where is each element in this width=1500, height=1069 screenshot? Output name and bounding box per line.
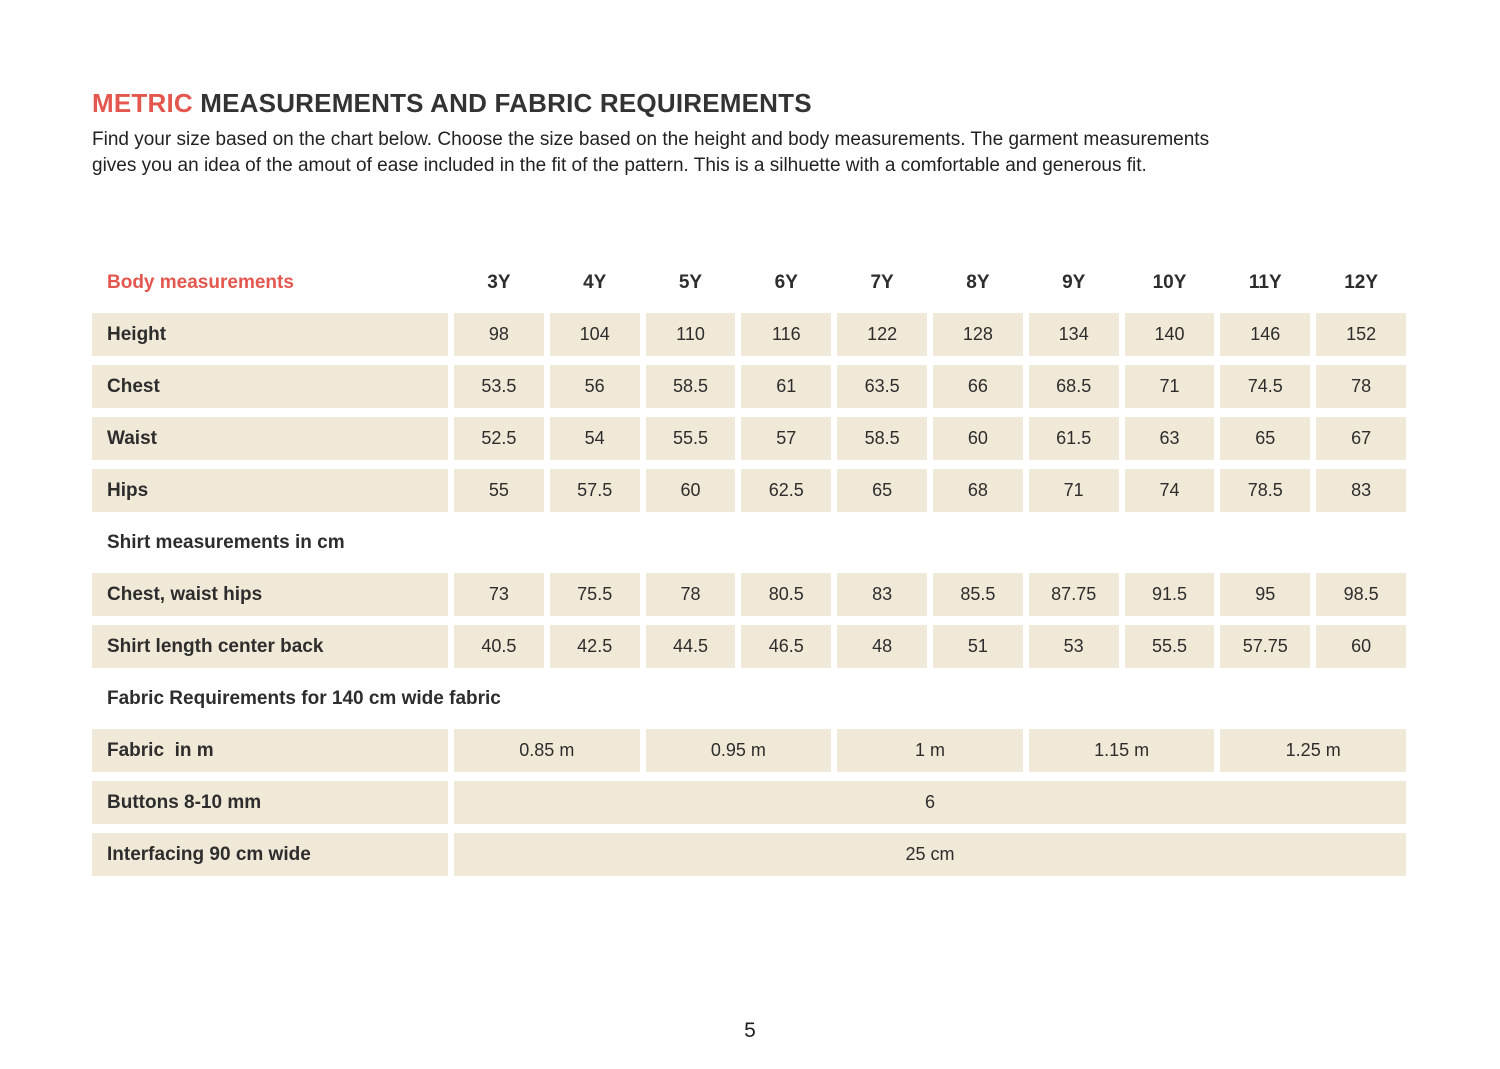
value-cell: 116 <box>741 313 831 356</box>
measurement-table <box>92 261 1406 876</box>
value-cell: 65 <box>837 469 927 512</box>
value-cell: 52.5 <box>454 417 544 460</box>
value-cell: 68 <box>933 469 1023 512</box>
size-column-header: 10Y <box>1152 271 1187 293</box>
value-cell: 83 <box>1316 469 1406 512</box>
value-cell: 146 <box>1220 313 1310 356</box>
value-cell: 98.5 <box>1316 573 1406 616</box>
value-cell: 55.5 <box>1125 625 1215 668</box>
value-cell: 74.5 <box>1220 365 1310 408</box>
value-cell: 63.5 <box>837 365 927 408</box>
value-cell: 128 <box>933 313 1023 356</box>
size-column-header: 5Y <box>678 271 703 293</box>
intro-paragraph <box>92 127 1406 179</box>
row-label: Fabric in m <box>92 729 448 772</box>
value-cell: 152 <box>1316 313 1406 356</box>
size-column-header: 7Y <box>870 271 894 293</box>
value-cell: 61 <box>741 365 831 408</box>
section-header-shirt-measurements: Shirt measurements in cm <box>107 531 345 553</box>
size-column-header: 11Y <box>1248 271 1282 293</box>
value-cell: 68.5 <box>1029 365 1119 408</box>
value-cell: 58.5 <box>646 365 736 408</box>
value-cell: 110 <box>646 313 736 356</box>
value-cell: 53 <box>1029 625 1119 668</box>
value-cell: 58.5 <box>837 417 927 460</box>
value-cell: 60 <box>646 469 736 512</box>
value-cell: 140 <box>1125 313 1215 356</box>
value-cell: 73 <box>454 573 544 616</box>
value-cell: 61.5 <box>1029 417 1119 460</box>
row-label: Buttons 8-10 mm <box>92 781 448 824</box>
value-cell: 51 <box>933 625 1023 668</box>
size-column-header: 8Y <box>966 271 990 293</box>
table-header-body-measurements: Body measurements <box>107 271 294 293</box>
size-column-header: 12Y <box>1344 271 1378 293</box>
value-cell: 95 <box>1220 573 1310 616</box>
row-label: Chest, waist hips <box>92 573 448 616</box>
size-column-header: 4Y <box>583 271 607 293</box>
value-cell: 134 <box>1029 313 1119 356</box>
value-cell: 53.5 <box>454 365 544 408</box>
row-label: Height <box>92 313 448 356</box>
value-cell: 46.5 <box>741 625 831 668</box>
value-cell: 66 <box>933 365 1023 408</box>
value-cell: 62.5 <box>741 469 831 512</box>
size-column-header: 9Y <box>1062 271 1086 293</box>
value-cell: 87.75 <box>1029 573 1119 616</box>
value-cell: 65 <box>1220 417 1310 460</box>
size-column-header: 3Y <box>487 271 511 293</box>
value-cell: 78 <box>1316 365 1406 408</box>
value-cell: 44.5 <box>646 625 736 668</box>
value-cell: 83 <box>837 573 927 616</box>
fabric-value-cell: 1.15 m <box>1029 729 1215 772</box>
row-label: Waist <box>92 417 448 460</box>
value-cell: 91.5 <box>1125 573 1215 616</box>
fabric-value-cell: 1 m <box>837 729 1023 772</box>
page-title-highlight: METRIC <box>92 88 193 118</box>
value-cell: 71 <box>1029 469 1119 512</box>
value-cell: 85.5 <box>933 573 1023 616</box>
value-cell: 55 <box>454 469 544 512</box>
value-cell: 57 <box>741 417 831 460</box>
buttons-value-cell: 6 <box>454 781 1406 824</box>
intro-line-2: gives you an idea of the amout of ease included in the fit of the pattern. This is a silhuette with a comfortable and generous fit. <box>92 155 1147 176</box>
value-cell: 63 <box>1125 417 1215 460</box>
page-number: 5 <box>744 1019 756 1042</box>
intro-line-1: Find your size based on the chart below. Choose the size based on the height and body measurements. The garment measurements <box>92 129 1210 150</box>
section-header-fabric-requirements: Fabric Requirements for 140 cm wide fabric <box>107 687 501 709</box>
value-cell: 60 <box>933 417 1023 460</box>
value-cell: 54 <box>550 417 640 460</box>
size-column-header: 6Y <box>774 271 798 293</box>
value-cell: 74 <box>1125 469 1215 512</box>
value-cell: 78 <box>646 573 736 616</box>
value-cell: 75.5 <box>550 573 640 616</box>
value-cell: 122 <box>837 313 927 356</box>
row-label: Shirt length center back <box>92 625 448 668</box>
value-cell: 67 <box>1316 417 1406 460</box>
value-cell: 78.5 <box>1220 469 1310 512</box>
value-cell: 57.75 <box>1220 625 1310 668</box>
row-label: Hips <box>92 469 448 512</box>
value-cell: 56 <box>550 365 640 408</box>
value-cell: 40.5 <box>454 625 544 668</box>
value-cell: 48 <box>837 625 927 668</box>
value-cell: 104 <box>550 313 640 356</box>
fabric-value-cell: 0.85 m <box>454 729 640 772</box>
row-label: Interfacing 90 cm wide <box>92 833 448 876</box>
interfacing-value-cell: 25 cm <box>454 833 1406 876</box>
value-cell: 57.5 <box>550 469 640 512</box>
value-cell: 42.5 <box>550 625 640 668</box>
row-label: Chest <box>92 365 448 408</box>
fabric-value-cell: 1.25 m <box>1220 729 1406 772</box>
fabric-value-cell: 0.95 m <box>646 729 832 772</box>
value-cell: 60 <box>1316 625 1406 668</box>
value-cell: 80.5 <box>741 573 831 616</box>
page-title-rest: MEASUREMENTS AND FABRIC REQUIREMENTS <box>192 88 812 118</box>
value-cell: 71 <box>1125 365 1215 408</box>
page-title <box>92 88 1406 119</box>
value-cell: 98 <box>454 313 544 356</box>
value-cell: 55.5 <box>646 417 736 460</box>
